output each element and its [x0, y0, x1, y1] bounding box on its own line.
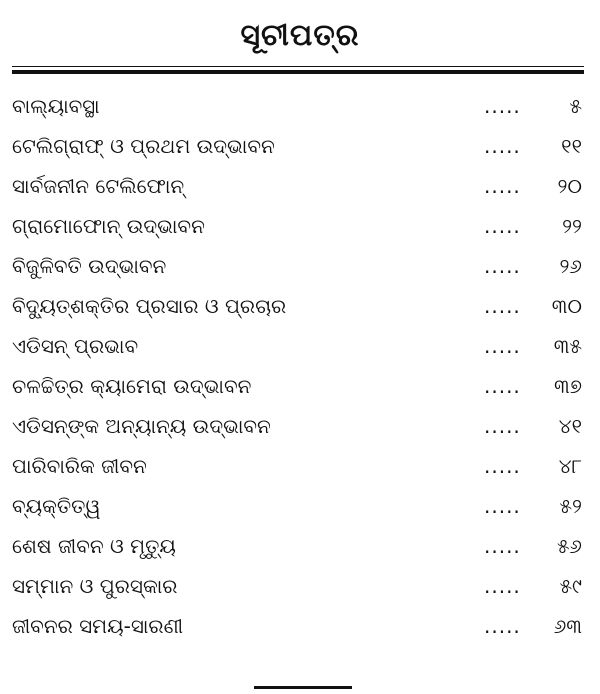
- toc-page-number: ୩୦: [551, 294, 582, 318]
- title-rule-thick: [12, 70, 584, 74]
- toc-page-number: ୫୨: [559, 494, 582, 518]
- end-rule: [254, 686, 352, 689]
- toc-row[interactable]: [0, 566, 600, 606]
- toc-page-number: ୨୬: [559, 254, 582, 278]
- toc-page-number: ୪୧: [558, 414, 582, 438]
- toc-row[interactable]: [0, 166, 600, 206]
- leader-dots: .....: [484, 534, 521, 558]
- leader-dots: .....: [484, 414, 521, 438]
- leader-dots: .....: [484, 254, 521, 278]
- leader-dots: .....: [484, 294, 521, 318]
- toc-entry-title: ଚଳଚ୍ଚିତ୍ର କ୍ୟାମେରା ଉଦ୍ଭାବନ: [12, 374, 252, 398]
- toc-row[interactable]: [0, 206, 600, 246]
- toc-row[interactable]: [0, 126, 600, 166]
- leader-dots: .....: [484, 574, 521, 598]
- toc-page-number: ୫୯: [559, 574, 582, 598]
- toc-page-number: ୧୧: [561, 134, 582, 158]
- toc-entry-title: ଏଡିସନ୍ ପ୍ରଭାବ: [12, 334, 139, 358]
- toc-row[interactable]: [0, 406, 600, 446]
- toc-entry-title: ଜୀବନର ସମୟ-ସାରଣୀ: [12, 614, 184, 638]
- leader-dots: .....: [484, 134, 521, 158]
- page-title: ସୂଚୀପତ୍ର: [240, 18, 360, 53]
- leader-dots: .....: [484, 374, 521, 398]
- leader-dots: .....: [484, 214, 521, 238]
- toc-entry-title: ବିଦ୍ୟୁତ୍‌ଶକ୍ତିର ପ୍ରସାର ଓ ପ୍ରଚାର: [12, 294, 287, 318]
- toc-row[interactable]: [0, 286, 600, 326]
- toc-entry-title: ବ୍ୟକ୍ତିତ୍ୱ: [12, 494, 101, 518]
- toc-entry-title: ସାର୍ବଜନୀନ ଟେଲିଫୋନ୍: [12, 174, 185, 198]
- leader-dots: .....: [484, 614, 521, 638]
- toc-entry-title: ବାଲ୍ୟାବସ୍ଥା: [12, 94, 100, 118]
- toc-row[interactable]: [0, 446, 600, 486]
- toc-page-number: ୪୮: [558, 454, 582, 478]
- toc-entry-title: ଶେଷ ଜୀବନ ଓ ମୃତ୍ୟୁ: [12, 534, 176, 558]
- toc-page-number: ୨୦: [557, 174, 582, 198]
- toc-row[interactable]: [0, 246, 600, 286]
- toc-page-number: ୫: [569, 94, 582, 118]
- leader-dots: .....: [484, 494, 521, 518]
- leader-dots: .....: [484, 454, 521, 478]
- toc-entry-title: ପାରିବାରିକ ଜୀବନ: [12, 454, 147, 478]
- toc-entry-title: ଟେଲିଗ୍ରାଫ୍ ଓ ପ୍ରଥମ ଉଦ୍ଭାବନ: [12, 134, 275, 158]
- toc-row[interactable]: [0, 486, 600, 526]
- toc-page-number: ୫୬: [556, 534, 582, 558]
- toc-row[interactable]: [0, 526, 600, 566]
- toc-entry-title: ସମ୍ମାନ ଓ ପୁରସ୍କାର: [12, 574, 178, 598]
- leader-dots: .....: [484, 334, 521, 358]
- toc-row[interactable]: [0, 86, 600, 126]
- toc-page-number: ୩୭: [554, 374, 582, 398]
- toc-row[interactable]: [0, 366, 600, 406]
- toc-row[interactable]: [0, 606, 600, 646]
- leader-dots: .....: [484, 174, 521, 198]
- toc-page-number: ୬୩: [553, 614, 582, 638]
- toc-page-number: ୨୨: [562, 214, 582, 238]
- leader-dots: .....: [484, 94, 521, 118]
- toc-entry-title: ବିଜୁଳିବତି ଉଦ୍ଭାବନ: [12, 254, 167, 278]
- toc-page-number: ୩୫: [553, 334, 582, 358]
- title-rule-thin: [12, 66, 584, 67]
- toc-entry-title: ଏଡିସନ୍‌ଙ୍କ ଅନ୍ୟାନ୍ୟ ଉଦ୍ଭାବନ: [12, 414, 271, 438]
- toc-row[interactable]: [0, 326, 600, 366]
- toc-entry-title: ଗ୍ରାମୋଫୋନ୍ ଉଦ୍ଭାବନ: [12, 214, 205, 238]
